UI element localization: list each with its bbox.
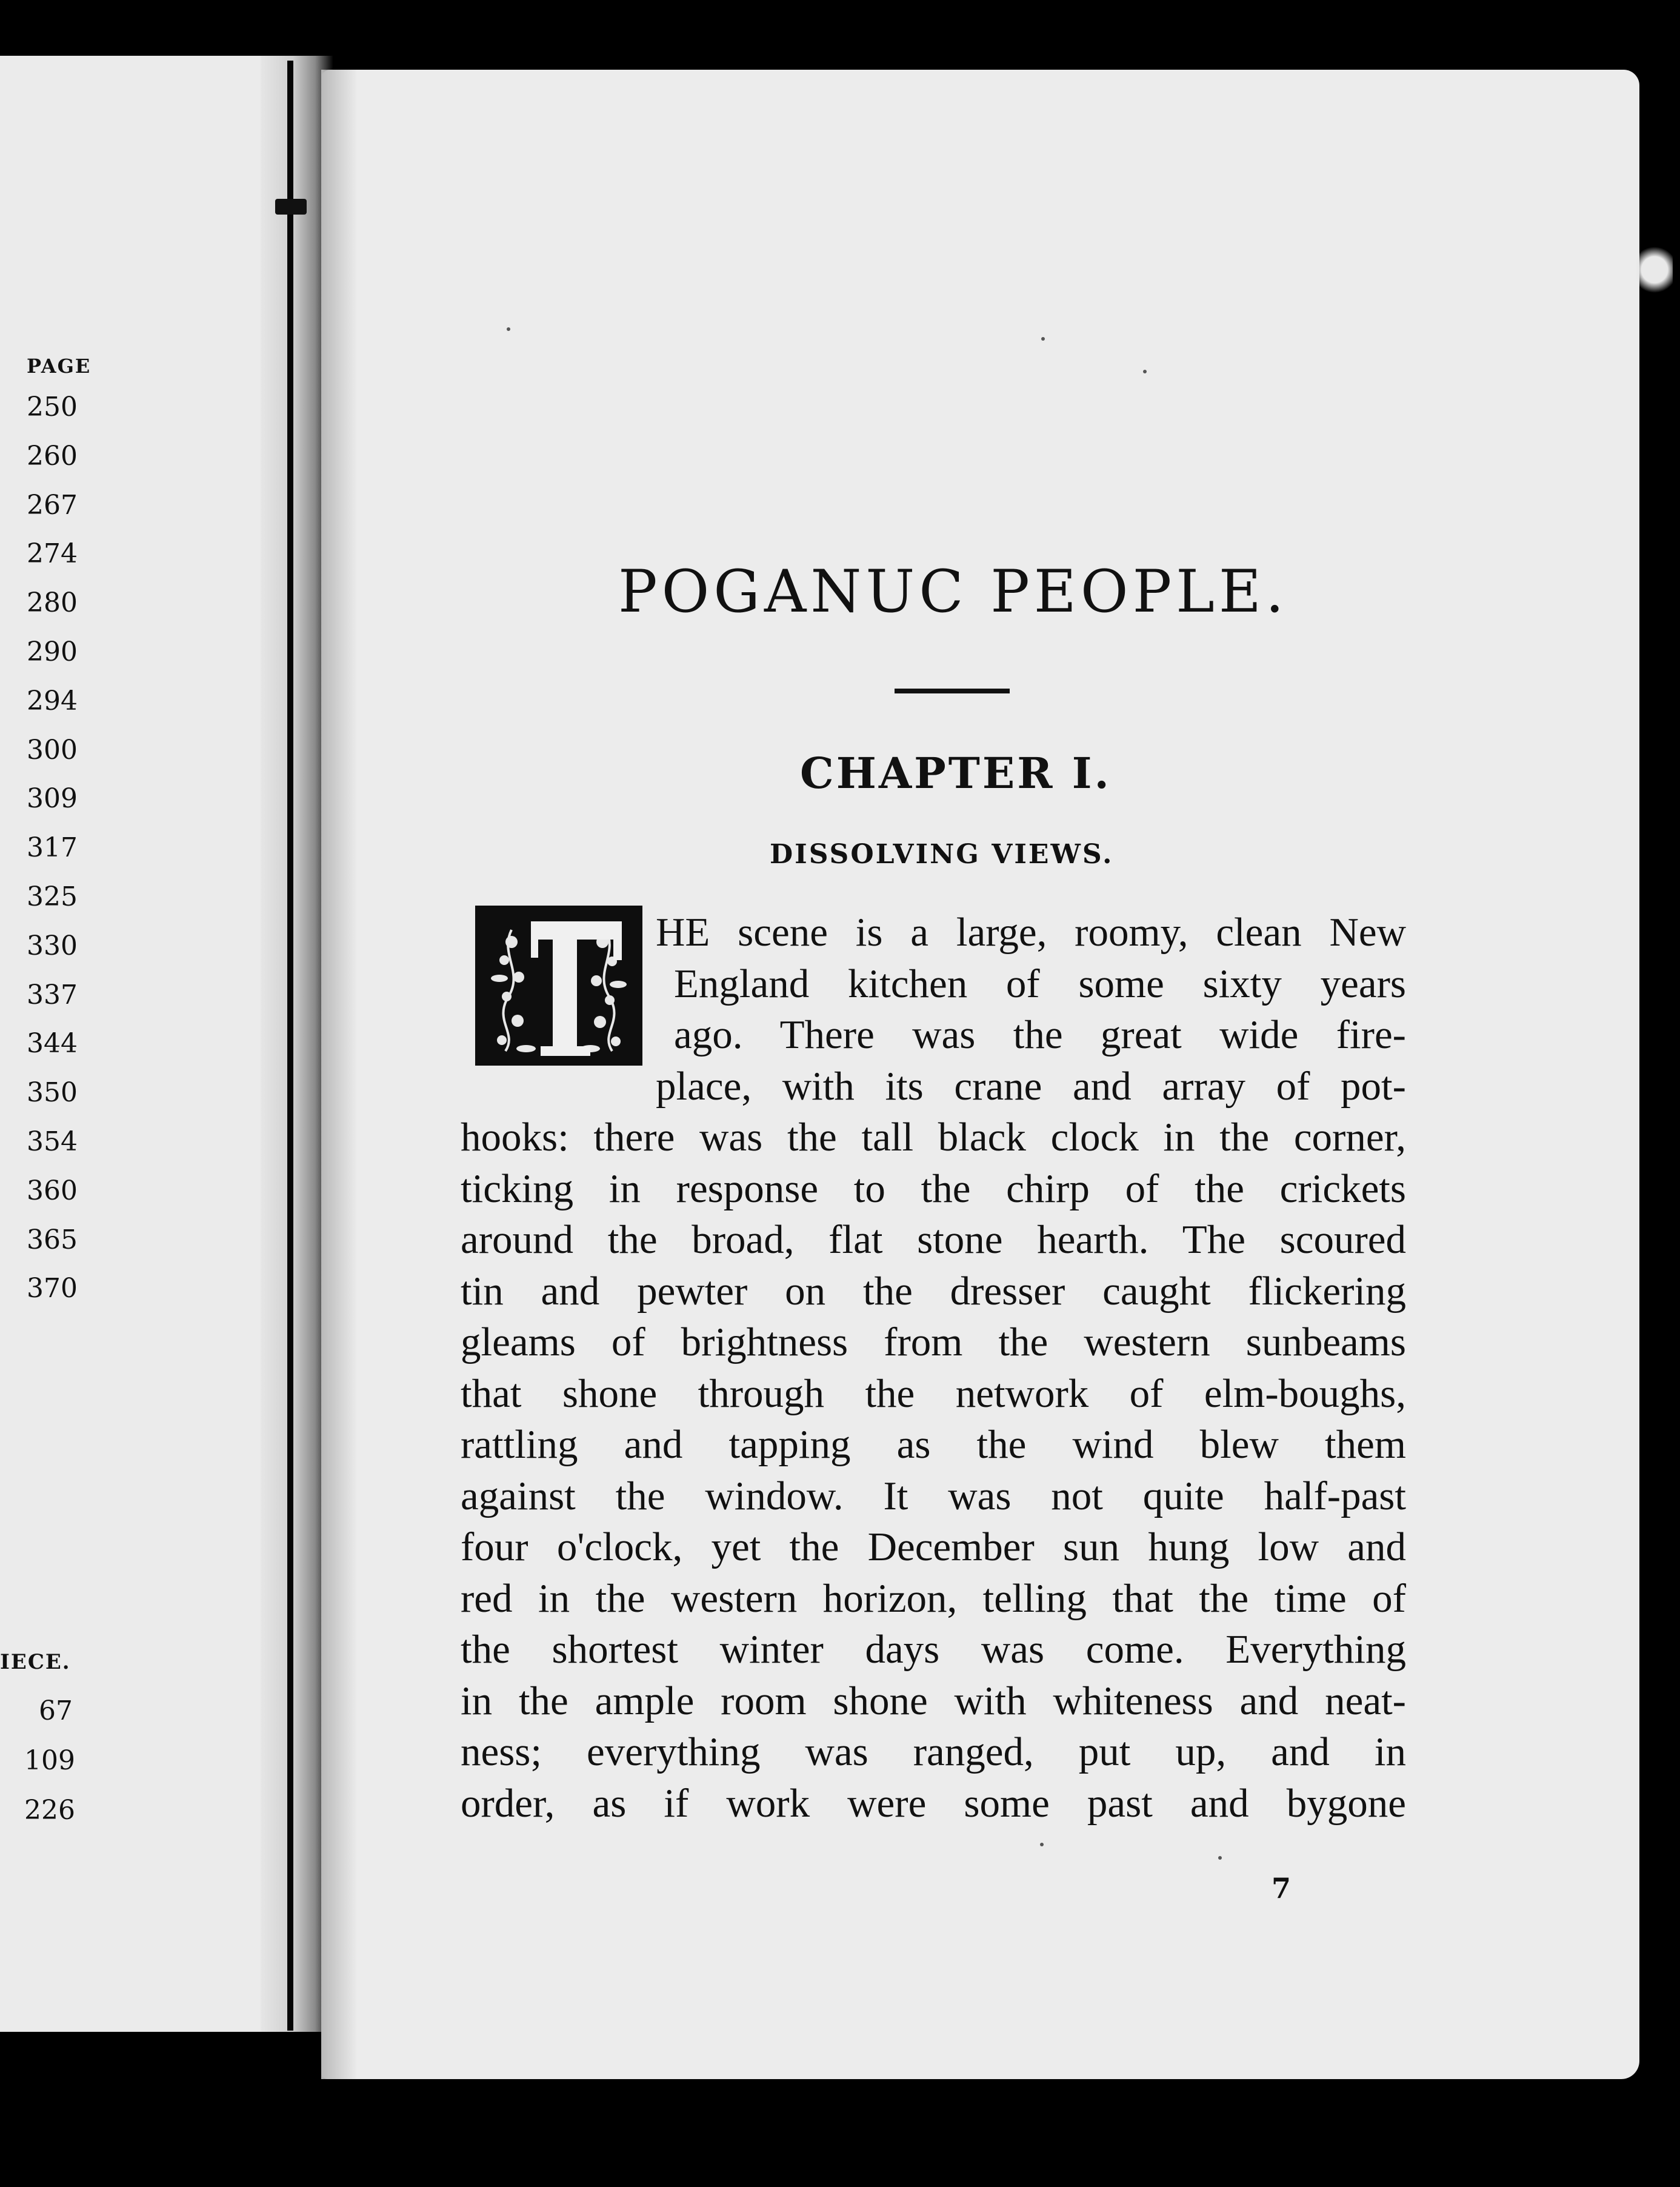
illustration-page-number: 109	[24, 1745, 75, 1776]
toc-page-number: 365	[27, 1224, 78, 1255]
body-line: England kitchen of some sixty years	[674, 961, 1406, 1006]
body-line: place, with its crane and array of pot-	[656, 1063, 1406, 1109]
toc-page-number: 337	[27, 979, 78, 1010]
body-line: ness; everything was ranged, put up, and in	[461, 1729, 1406, 1774]
body-line: in the ample room shone with whiteness and neat-	[461, 1678, 1406, 1723]
print-speck	[1041, 337, 1045, 341]
body-line: ago. There was the great wide fire-	[674, 1012, 1406, 1057]
body-line: that shone through the network of elm-boughs,	[461, 1371, 1406, 1416]
toc-page-number: 290	[27, 636, 78, 667]
toc-page-number: 280	[27, 587, 78, 619]
toc-header: PAGE	[27, 355, 92, 378]
print-speck	[507, 327, 510, 331]
spine-mark	[275, 199, 307, 215]
body-line: hooks: there was the tall black clock in the corner,	[461, 1115, 1406, 1160]
toc-page-number: 294	[27, 685, 78, 716]
toc-page-number: 360	[27, 1175, 78, 1206]
body-line: gleams of brightness from the western sunbeams	[461, 1320, 1406, 1364]
illustrations-header: IECE.	[0, 1650, 71, 1674]
page-inner-shadow	[321, 70, 358, 2079]
chapter-heading: CHAPTER I.	[800, 748, 1112, 798]
print-speck	[1143, 370, 1147, 373]
body-line: ticking in response to the chirp of the crickets	[461, 1166, 1406, 1211]
print-speck	[1218, 1856, 1222, 1860]
toc-page-number: 344	[27, 1028, 78, 1060]
illustration-page-number: 226	[24, 1795, 75, 1826]
body-line: around the broad, flat stone hearth. The scoured	[461, 1217, 1406, 1262]
body-line: red in the western horizon, telling that the time of	[461, 1575, 1406, 1621]
body-line: against the window. It was not quite half-past	[461, 1473, 1406, 1518]
toc-page-number: 267	[27, 489, 78, 521]
toc-page-number: 250	[27, 392, 78, 422]
page-number: 7	[1272, 1872, 1292, 1905]
toc-page-list	[27, 383, 78, 1314]
edge-speck	[1636, 242, 1673, 297]
toc-page-number: 260	[27, 440, 78, 472]
chapter-body-text	[461, 907, 1406, 1829]
body-line: tin and pewter on the dresser caught flickering	[461, 1268, 1406, 1314]
toc-page-number: 274	[27, 538, 78, 570]
toc-page-number: 354	[27, 1126, 78, 1157]
body-line: HE scene is a large, roomy, clean New	[656, 910, 1406, 955]
toc-page-number: 350	[27, 1077, 78, 1109]
body-line: rattling and tapping as the wind blew them	[461, 1422, 1406, 1467]
illustration-page-number: 67	[39, 1695, 73, 1726]
body-line: four o'clock, yet the December sun hung low and	[461, 1524, 1406, 1569]
print-speck	[1040, 1843, 1044, 1846]
body-line: the shortest winter days was come. Everything	[461, 1627, 1406, 1672]
illustration-page-list	[24, 1686, 75, 1835]
toc-page-number: 325	[27, 881, 78, 912]
toc-page-number: 370	[27, 1273, 78, 1304]
toc-page-number: 317	[27, 832, 78, 864]
spine-line	[287, 61, 293, 2031]
toc-page-number: 330	[27, 930, 78, 961]
toc-page-number: 300	[27, 734, 78, 766]
toc-page-number: 309	[27, 783, 78, 815]
section-heading: DISSOLVING VIEWS.	[770, 839, 1114, 870]
title-rule	[895, 689, 1010, 693]
book-title: POGANUC PEOPLE.	[618, 558, 1288, 626]
body-line: order, as if work were some past and bygone	[461, 1780, 1406, 1826]
